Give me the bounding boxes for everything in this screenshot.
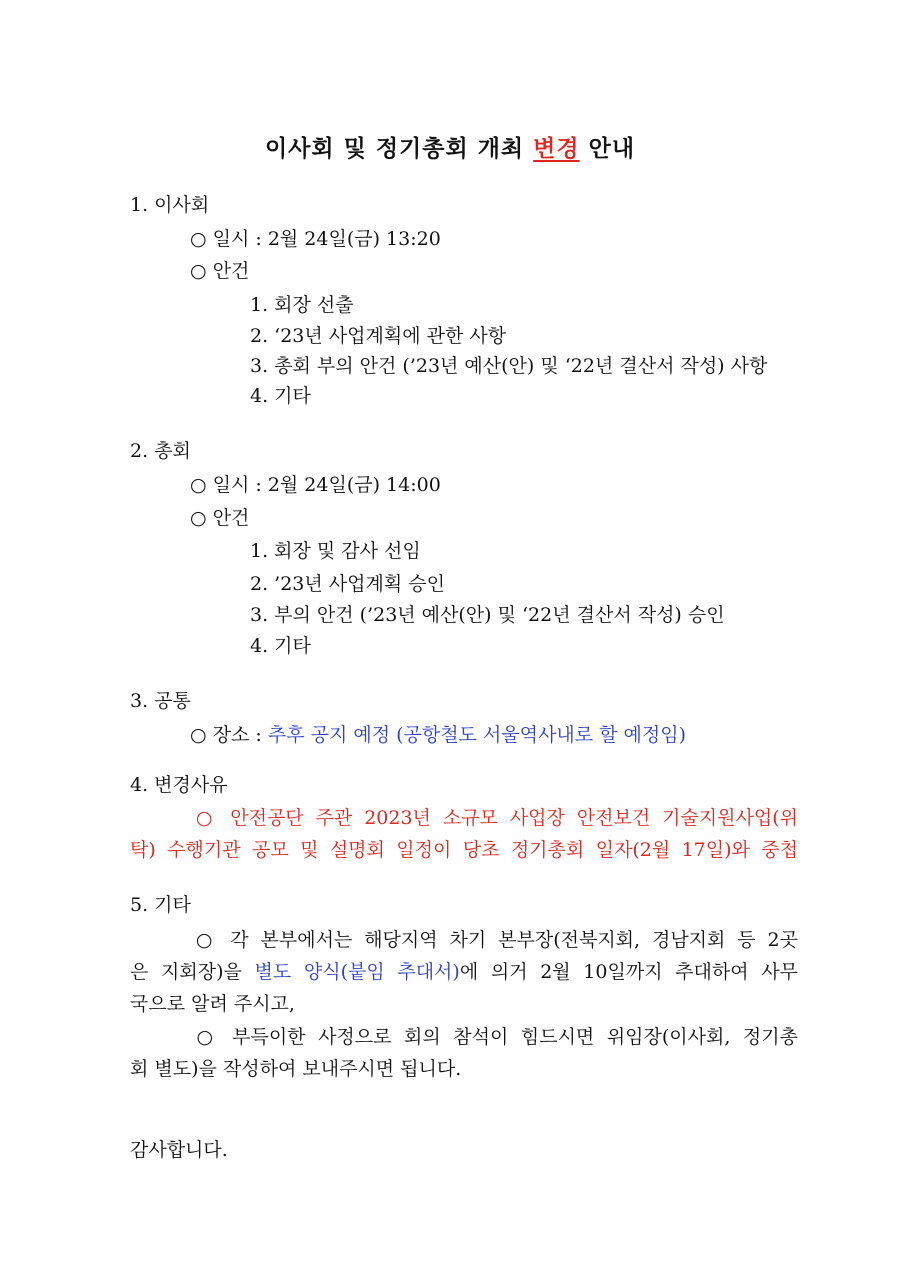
- section1-agenda-item: 2. ‘23년 사업계획에 관한 사항: [250, 325, 507, 347]
- section4-heading: 4. 변경사유: [130, 774, 228, 796]
- reason-line: ○ 안전공단 주관 2023년 소규모 사업장 안전보건 기술지원사업(위: [190, 807, 798, 829]
- closing-text: 감사합니다.: [130, 1139, 228, 1161]
- document-title: [0, 130, 900, 163]
- section1-agenda-item: 4. 기타: [250, 385, 311, 407]
- section1-heading: 1. 이사회: [130, 194, 210, 216]
- paragraph-line: ○ 각 본부에서는 해당지역 차기 본부장(전북지회, 경남지회 등 2곳: [190, 929, 798, 951]
- place-value: 추후 공지 예정 (공항철도 서울역사내로 할 예정임): [267, 724, 686, 746]
- section2-heading: 2. 총회: [130, 440, 191, 462]
- title-highlight-change: 변경: [533, 135, 580, 162]
- paragraph-line: 국으로 알려 주시고,: [130, 993, 295, 1015]
- section1-agenda-item: 1. 회장 선출: [250, 294, 354, 316]
- section1-agenda-label: ○ 안건: [190, 260, 250, 282]
- section5-heading: 5. 기타: [130, 894, 191, 916]
- section3-heading: 3. 공통: [130, 690, 191, 712]
- section2-agenda-item: 4. 기타: [250, 635, 311, 657]
- section5-paragraph1: [130, 924, 798, 1020]
- section2-agenda-label: ○ 안건: [190, 507, 250, 529]
- bullet-icon: ○: [190, 724, 207, 746]
- bullet-icon: ○: [190, 929, 219, 951]
- section2-agenda-item: 1. 회장 및 감사 선임: [250, 540, 421, 562]
- bullet-icon: ○: [190, 807, 219, 829]
- section3-place: ○ 장소 : 추후 공지 예정 (공항철도 서울역사내로 할 예정임): [190, 724, 686, 746]
- bullet-icon: ○: [190, 474, 207, 496]
- title-suffix: 안내: [579, 135, 636, 162]
- bullet-icon: ○: [190, 260, 207, 282]
- paragraph-line: 회 별도)을 작성하여 보내주시면 됩니다.: [130, 1058, 462, 1080]
- section1-datetime: ○ 일시 : 2월 24일(금) 13:20: [190, 228, 441, 250]
- section2-agenda-item: 3. 부의 안건 (’23년 예산(안) 및 ‘22년 결산서 작성) 승인: [250, 604, 725, 626]
- section2-datetime: ○ 일시 : 2월 24일(금) 14:00: [190, 474, 441, 496]
- section2-agenda-item: 2. ’23년 사업계획 승인: [250, 573, 445, 595]
- bullet-icon: ○: [190, 1026, 220, 1048]
- section5-paragraph2: [130, 1021, 798, 1085]
- section4-reason: [130, 802, 798, 866]
- paragraph-line: 은 지회장)을 별도 양식(붙임 추대서)에 의거 2월 10일까지 추대하여 사무: [130, 961, 798, 983]
- bullet-icon: ○: [190, 507, 207, 529]
- section1-agenda-item: 3. 총회 부의 안건 (’23년 예산(안) 및 ‘22년 결산서 작성) 사항: [250, 355, 768, 377]
- paragraph-line: ○ 부득이한 사정으로 회의 참석이 힘드시면 위임장(이사회, 정기총: [190, 1026, 798, 1048]
- title-prefix: 이사회 및 정기총회 개최: [264, 135, 534, 162]
- bullet-icon: ○: [190, 228, 207, 250]
- reason-line: 탁) 수행기관 공모 및 설명회 일정이 당초 정기총회 일자(2월 17일)와 중첩: [130, 839, 798, 861]
- attached-form-reference: 별도 양식(붙임 추대서): [254, 961, 460, 983]
